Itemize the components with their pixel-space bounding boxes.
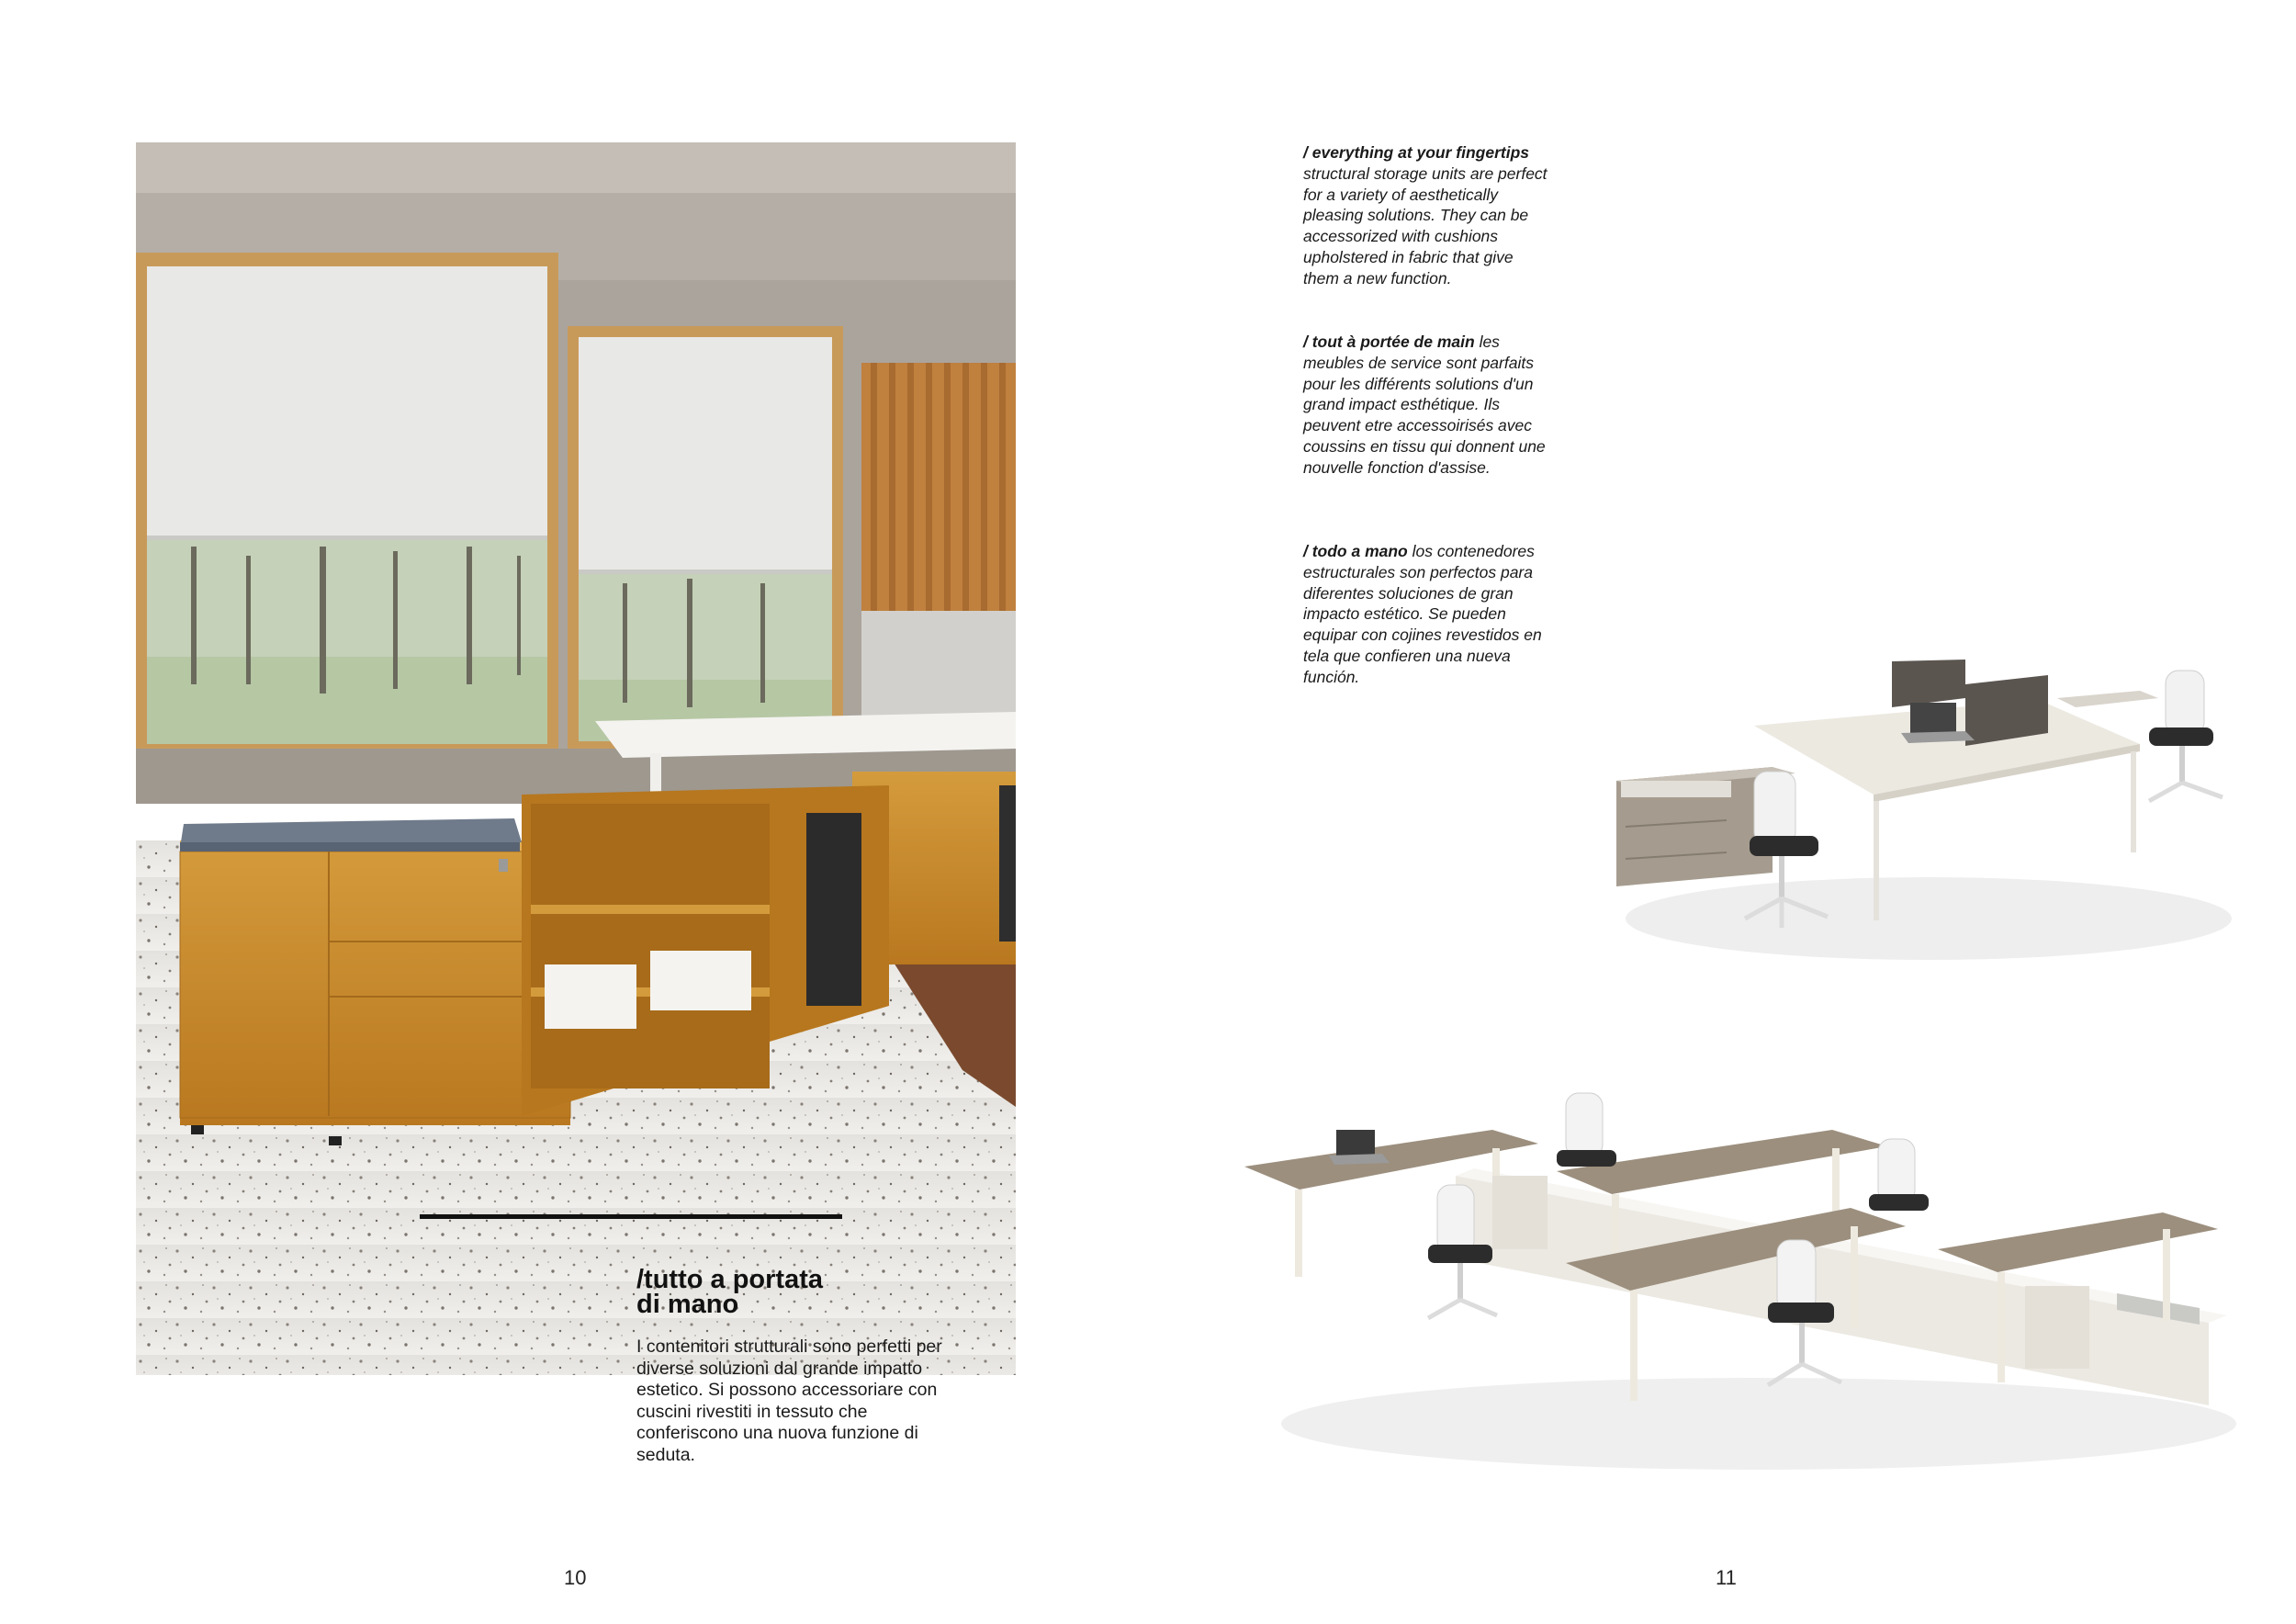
office-interior-photo: [136, 142, 1016, 1375]
workstation-render-bottom: [1244, 1075, 2255, 1479]
english-body: structural storage units are perfect for a variety of aesthetically pleasing solutions. They can be accessorized with cushions upholstered in fabric that give them a new function.: [1303, 164, 1548, 288]
spanish-description: [1303, 541, 1549, 688]
french-lead: / tout à portée de main: [1303, 333, 1475, 351]
office-interior-illustration: [136, 142, 1016, 1375]
taupe-desk-cluster-illustration: [1244, 1075, 2255, 1479]
workstation-render-top: [1598, 643, 2259, 974]
page-number-right: 11: [1716, 1566, 1737, 1589]
english-lead: / everything at your fingertips: [1303, 143, 1530, 162]
french-description: [1303, 332, 1549, 479]
french-body: les meubles de service sont parfaits pour les différents solutions d'un grand impact esthétique. Ils peuvent etre accessoirisés avec coussins en tissu qui donnent une nouvelle fonction d'assise.: [1303, 333, 1546, 477]
spanish-lead: / todo a mano: [1303, 542, 1408, 560]
italian-body-text: I contenitori strutturali sono perfetti per diverse soluzioni dal grande impatto estetico. Si possono accessoriare con cuscini rivestiti in tessuto che conferiscono una nuova funzione di seduta.: [636, 1336, 942, 1465]
italian-heading-line2: di mano: [636, 1290, 739, 1319]
bench-desk-illustration: [1598, 643, 2259, 974]
italian-heading: [636, 1265, 949, 1319]
heading-rule: [420, 1214, 842, 1219]
italian-heading-line1: /tutto a portata: [636, 1265, 823, 1294]
spanish-body: los contenedores estructurales son perfectos para diferentes soluciones de gran impacto estético. Se pueden equipar con cojines revestidos en tela que confieren una nueva función.: [1303, 542, 1542, 686]
english-description: [1303, 142, 1549, 289]
page-number-left: 10: [564, 1566, 587, 1589]
